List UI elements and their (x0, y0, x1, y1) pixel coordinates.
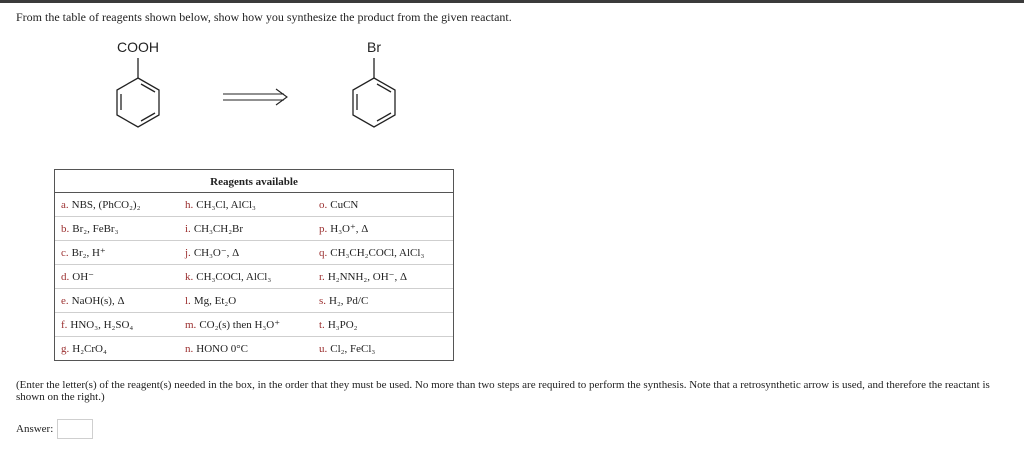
reagent-cell (313, 241, 453, 265)
reagent-text: Br₂, FeBr₃ (72, 222, 119, 235)
answer-input[interactable] (57, 419, 93, 439)
reagent-letter: b. (61, 222, 70, 235)
answer-label: Answer: (16, 423, 54, 435)
reagent-cell (179, 289, 313, 313)
reagents-table (54, 169, 454, 361)
reagent-text: Cl₂, FeCl₃ (330, 342, 376, 355)
reagent-letter: c. (61, 247, 69, 259)
reagent-text: HONO 0°C (196, 342, 249, 355)
answer-row (16, 419, 93, 439)
reagent-cell (55, 313, 179, 337)
reagent-text: CH₃Cl, AlCl₃ (196, 198, 256, 211)
reagent-row (55, 265, 453, 289)
reagent-letter: n. (185, 342, 194, 355)
reagent-cell (179, 337, 313, 361)
reagent-text: H₂CrO₄ (72, 342, 107, 355)
reagent-row (55, 241, 453, 265)
reagent-cell (313, 217, 453, 241)
reagent-letter: q. (319, 246, 328, 259)
reagent-text: NBS, (PhCO₂)₂ (71, 198, 141, 211)
reagent-letter: s. (319, 294, 327, 307)
reagent-letter: g. (61, 342, 70, 355)
reagent-text: NaOH(s), Δ (71, 294, 125, 307)
instructions-text: (Enter the letter(s) of the reagent(s) needed in the box, in the order that they must be used. No more than two steps are required to perform the synthesis. Note that a retrosynthetic arrow is used, and therefore the reactant is shown on the right.) (16, 379, 990, 403)
reagent-row (55, 313, 453, 337)
retrosynthesis-scheme (0, 0, 1024, 170)
reagent-text: CuCN (330, 198, 359, 211)
reagent-text: Mg, Et₂O (193, 294, 237, 307)
reagent-text: Br₂, H⁺ (71, 247, 106, 259)
reagent-row (55, 217, 453, 241)
reagent-row (55, 289, 453, 313)
br-label: Br (367, 39, 381, 55)
reagents-grid (55, 193, 453, 360)
reagent-text: CH₃CH₂COCl, AlCl₃ (330, 246, 425, 259)
reagent-text: OH⁻ (72, 271, 94, 283)
reagent-cell (179, 265, 313, 289)
reagent-letter: m. (185, 319, 197, 331)
question-text: From the table of reagents shown below, show how you synthesize the product from the given reactant. (16, 10, 512, 24)
reagent-letter: t. (319, 318, 325, 331)
retrosynthetic-arrow (223, 89, 287, 105)
reagent-letter: e. (61, 294, 69, 307)
reagent-cell (313, 337, 453, 361)
reagent-cell (179, 313, 313, 337)
reagent-row (55, 193, 453, 217)
reagent-cell (55, 265, 179, 289)
reagent-letter: o. (319, 198, 328, 211)
reagent-cell (55, 193, 179, 217)
reagent-cell (313, 193, 453, 217)
reagent-text: H₃O⁺, Δ (330, 223, 369, 235)
reagent-cell (55, 217, 179, 241)
reagent-text: CH₃COCl, AlCl₃ (196, 270, 272, 283)
reagent-text: CH₃CH₂Br (193, 222, 244, 235)
benzoic-acid-structure (117, 39, 159, 127)
reagent-cell (313, 265, 453, 289)
reagent-text: CO₂(s) then H₃O⁺ (199, 319, 281, 331)
cooh-label: COOH (117, 39, 159, 55)
reagent-letter: a. (61, 198, 69, 211)
reagent-letter: l. (185, 294, 191, 307)
reagent-cell (179, 241, 313, 265)
reagent-letter: r. (319, 271, 325, 283)
reagent-letter: j. (185, 247, 191, 259)
reagent-text: H₂, Pd/C (329, 294, 369, 307)
reagent-text: HNO₃, H₂SO₄ (70, 318, 134, 331)
reagent-text: H₃PO₂ (327, 318, 358, 331)
reagent-cell (313, 313, 453, 337)
bromobenzene-structure (353, 39, 395, 127)
reagent-cell (313, 289, 453, 313)
reagent-letter: i. (185, 222, 191, 235)
reagent-cell (179, 217, 313, 241)
reagent-letter: h. (185, 198, 194, 211)
reagent-letter: k. (185, 270, 194, 283)
reagent-letter: p. (319, 223, 328, 235)
reagent-letter: d. (61, 271, 70, 283)
reagents-table-header: Reagents available (55, 170, 453, 193)
reagent-letter: f. (61, 318, 68, 331)
reagent-letter: u. (319, 342, 328, 355)
reagent-row (55, 337, 453, 361)
reagent-cell (179, 193, 313, 217)
reagent-cell (55, 241, 179, 265)
reagent-text: CH₃O⁻, Δ (193, 247, 240, 259)
reagent-cell (55, 289, 179, 313)
reagent-cell (55, 337, 179, 361)
reagent-text: H₂NNH₂, OH⁻, Δ (327, 271, 408, 283)
